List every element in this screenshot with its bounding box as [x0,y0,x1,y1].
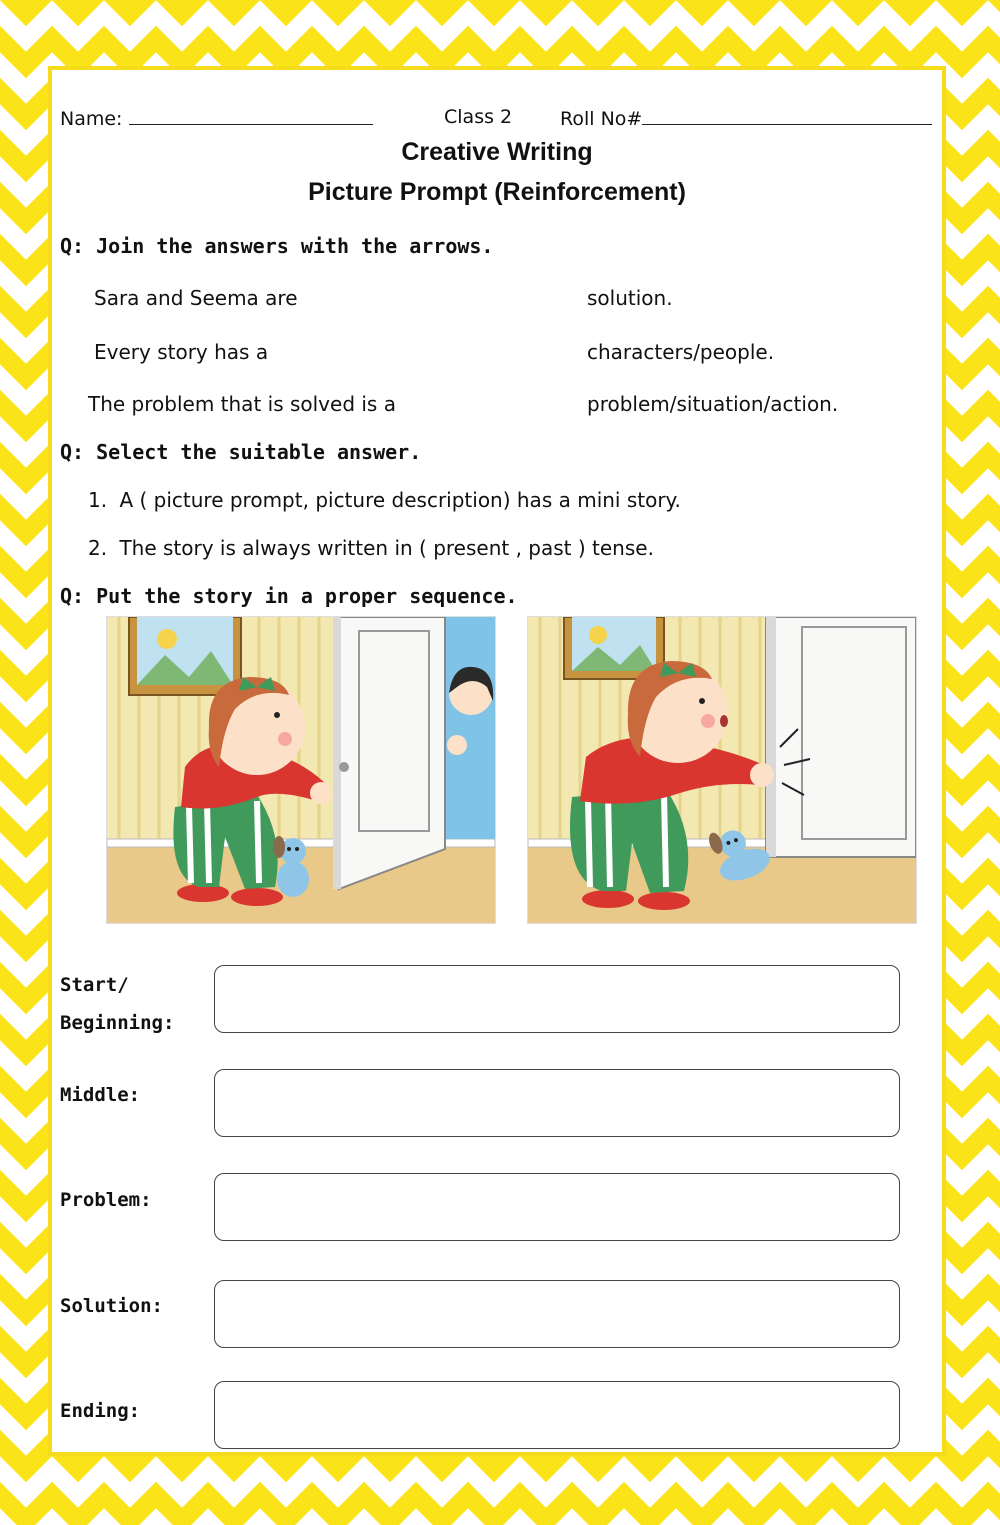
roll-blank[interactable] [642,106,932,125]
girl-closing-door-illustration [528,617,916,923]
story-picture-2 [527,616,917,924]
left-item-2: Every story has a [94,340,269,364]
name-row [60,106,373,130]
item-number: 1. [88,488,108,512]
left-item-1: Sara and Seema are [94,286,298,310]
answer-box-middle[interactable] [214,1069,900,1137]
select-item-1 [88,488,681,512]
label-middle: Middle: [60,1084,141,1106]
question-join: Q: Join the answers with the arrows. [60,234,494,258]
roll-label: Roll No# [560,108,643,130]
name-blank[interactable] [129,106,373,125]
label-solution: Solution: [60,1295,163,1317]
answer-box-beginning[interactable] [214,965,900,1033]
item-number: 2. [88,536,108,560]
item-text: The story is always written in ( present , past ) tense. [119,536,654,560]
answer-box-ending[interactable] [214,1381,900,1449]
story-picture-1 [106,616,496,924]
question-sequence: Q: Put the story in a proper sequence. [60,584,518,608]
worksheet [48,66,946,1456]
right-item-3: problem/situation/action. [587,392,839,416]
label-start-line1: Start/ [60,974,129,996]
roll-row [560,106,932,130]
right-item-2: characters/people. [587,340,775,364]
label-start [60,966,174,1042]
page-subtitle: Picture Prompt (Reinforcement) [308,178,686,206]
answer-box-solution[interactable] [214,1280,900,1348]
label-start-line2: Beginning: [60,1012,175,1034]
label-ending: Ending: [60,1400,141,1422]
answer-box-problem[interactable] [214,1173,900,1241]
class-label: Class 2 [444,106,513,128]
question-select: Q: Select the suitable answer. [60,440,422,464]
right-item-1: solution. [587,286,673,310]
left-item-3: The problem that is solved is a [88,392,396,416]
label-problem: Problem: [60,1189,152,1211]
page-title: Creative Writing [401,138,593,166]
girl-at-door-illustration [107,617,495,923]
name-label: Name: [60,108,123,130]
select-item-2 [88,536,654,560]
item-text: A ( picture prompt, picture description) has a mini story. [119,488,681,512]
